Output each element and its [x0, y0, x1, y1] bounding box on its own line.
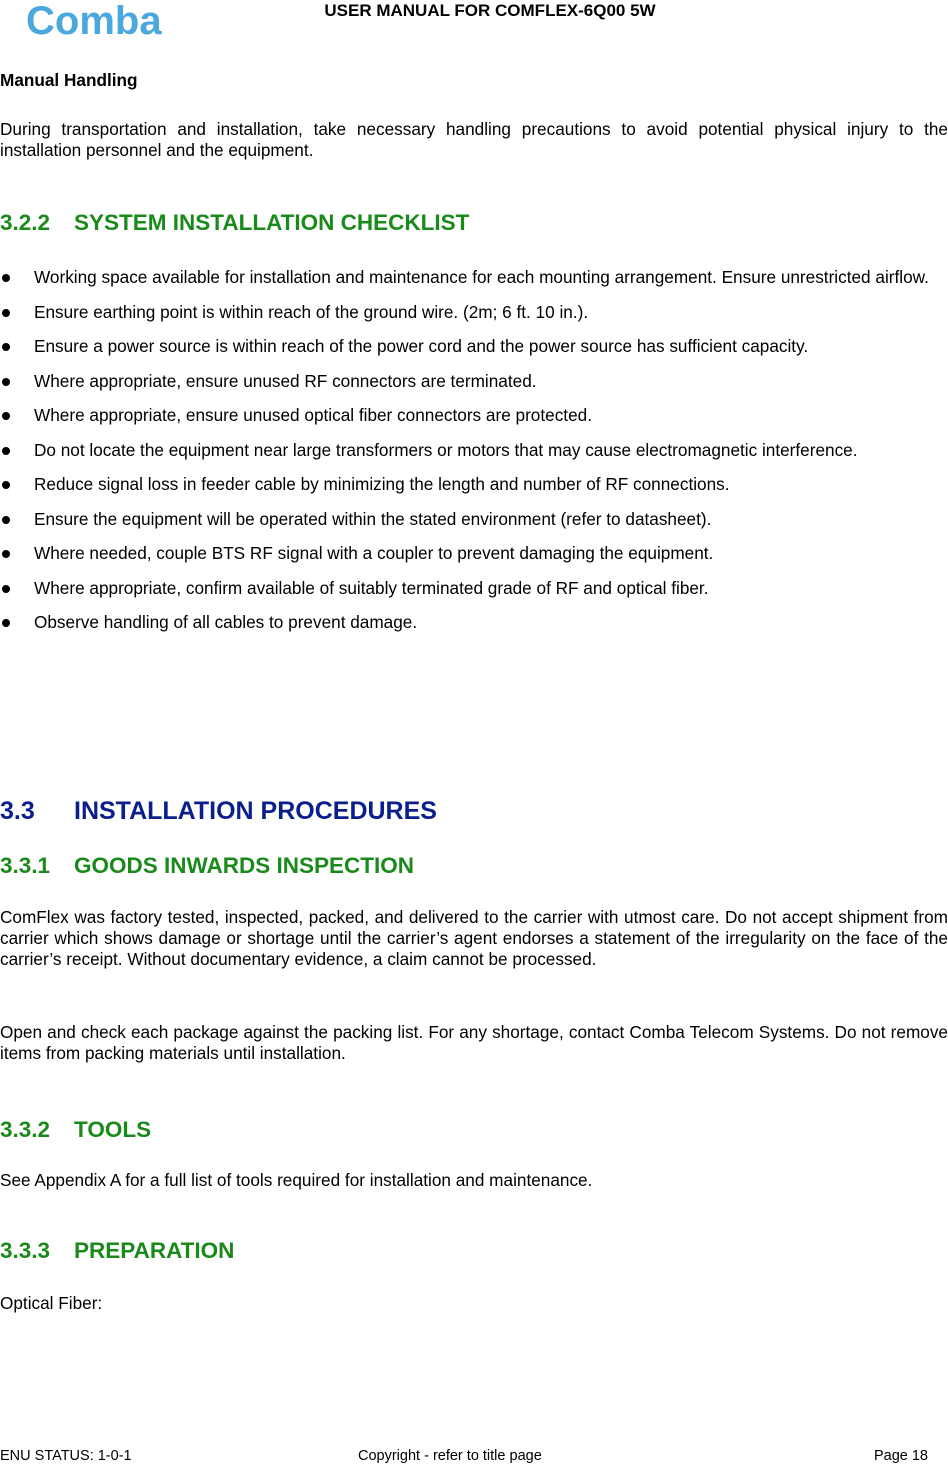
list-item: Ensure a power source is within reach of the power cord and the power source has sufficient capacity. [0, 329, 948, 364]
section-heading-procedures [0, 797, 437, 826]
bullet-dot-icon [2, 378, 10, 386]
bullet-dot-icon [2, 343, 10, 351]
manual-handling-heading: Manual Handling [0, 70, 138, 90]
logo-text: Comba [26, 0, 162, 40]
section-heading-preparation [0, 1238, 234, 1264]
list-item: Working space available for installation and maintenance for each mounting arrangement. Ensure unrestricted airflow. [0, 260, 948, 295]
section-title: INSTALLATION PROCEDURES [74, 797, 437, 825]
comba-logo [26, 0, 206, 40]
section-number: 3.3.2 [0, 1117, 51, 1142]
list-item: Ensure the equipment will be operated within the stated environment (refer to datasheet). [0, 502, 948, 537]
section-title: TOOLS [74, 1117, 152, 1142]
bullet-dot-icon [2, 550, 10, 558]
section-title: SYSTEM INSTALLATION CHECKLIST [74, 210, 470, 235]
bullet-dot-icon [2, 447, 10, 455]
footer-status: ENU STATUS: 1-0-1 [0, 1448, 132, 1464]
list-item: Do not locate the equipment near large transformers or motors that may cause electromagnetic interference. [0, 433, 948, 468]
list-item: Reduce signal loss in feeder cable by minimizing the length and number of RF connections. [0, 467, 948, 502]
bullet-dot-icon [2, 585, 10, 593]
section-heading-goods-inwards [0, 853, 414, 879]
list-item: Where appropriate, ensure unused optical fiber connectors are protected. [0, 398, 948, 433]
section-title: GOODS INWARDS INSPECTION [74, 853, 415, 878]
footer-page-number: Page 18 [873, 1448, 928, 1464]
bullet-dot-icon [2, 309, 10, 317]
section-heading-tools [0, 1117, 151, 1143]
section-number: 3.3.1 [0, 853, 51, 878]
bullet-dot-icon [2, 619, 10, 627]
tools-text: See Appendix A for a full list of tools required for installation and maintenance. [0, 1170, 593, 1190]
list-item: Ensure earthing point is within reach of the ground wire. (2m; 6 ft. 10 in.). [0, 295, 948, 330]
bullet-dot-icon [2, 481, 10, 489]
preparation-text: Optical Fiber: [0, 1293, 103, 1313]
checklist-list [0, 260, 948, 640]
section-heading-checklist [0, 210, 469, 236]
bullet-dot-icon [2, 516, 10, 524]
section-number: 3.3 [0, 797, 35, 825]
manual-handling-text: During transportation and installation, take necessary handling precautions to avoid potential physical injury to the installation personnel and the equipment. [0, 119, 948, 160]
section-number: 3.2.2 [0, 210, 51, 235]
document-title: USER MANUAL FOR COMFLEX-6Q00 5W [324, 1, 656, 20]
list-item: Where needed, couple BTS RF signal with a coupler to prevent damaging the equipment. [0, 536, 948, 571]
list-item: Where appropriate, confirm available of suitably terminated grade of RF and optical fiber. [0, 571, 948, 606]
goods-inwards-paragraph-2: Open and check each package against the packing list. For any shortage, contact Comba Telecom Systems. Do not remove items from packing materials until installation. [0, 1022, 948, 1063]
section-title: PREPARATION [74, 1238, 235, 1263]
footer-copyright: Copyright - refer to title page [358, 1448, 542, 1464]
section-number: 3.3.3 [0, 1238, 51, 1263]
bullet-dot-icon [2, 412, 10, 420]
bullet-dot-icon [2, 274, 10, 282]
goods-inwards-paragraph-1: ComFlex was factory tested, inspected, packed, and delivered to the carrier with utmost care. Do not accept shipment from carrier which shows damage or shortage until the carrier’s agent endorses a statement of the irregularity on the face of the carrier’s receipt. Without documentary evidence, a claim cannot be processed. [0, 907, 948, 969]
list-item: Where appropriate, ensure unused RF connectors are terminated. [0, 364, 948, 399]
list-item: Observe handling of all cables to prevent damage. [0, 605, 948, 640]
